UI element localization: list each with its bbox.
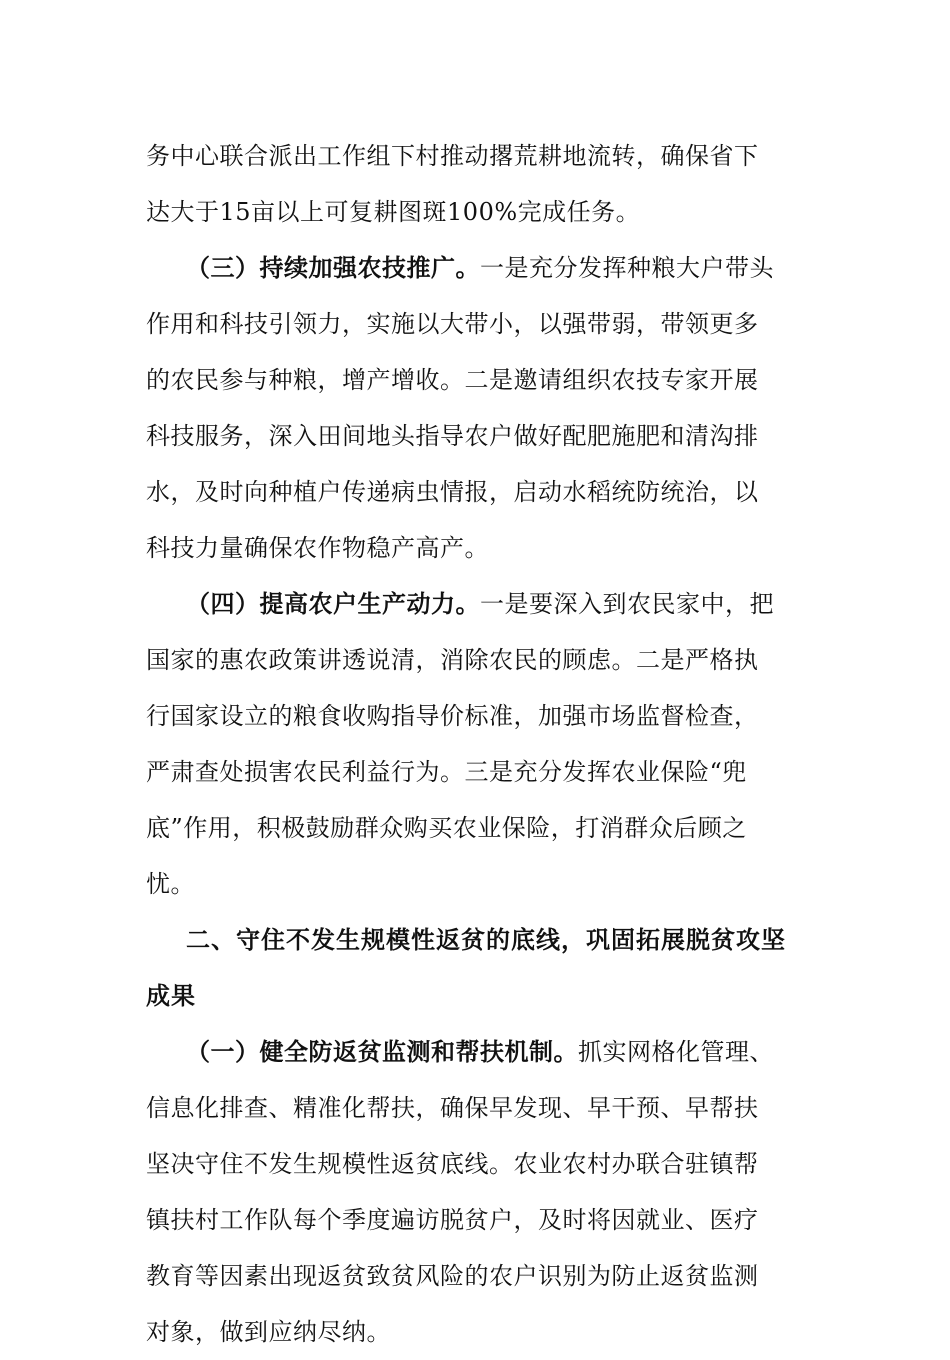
paragraph-lead: （一）健全防返贫监测和帮扶机制。	[186, 1037, 578, 1066]
text-line: 信息化排查、精准化帮扶，确保早发现、早干预、早帮扶	[146, 1094, 759, 1122]
text-line: 务中心联合派出工作组下村推动撂荒耕地流转，确保省下	[146, 142, 759, 170]
section-heading-continued: 成果	[146, 981, 196, 1010]
text-line: 国家的惠农政策讲透说清，消除农民的顾虑。二是严格执	[146, 646, 759, 674]
text-line: 水，及时向种植户传递病虫情报，启动水稻统防统治，以	[146, 478, 759, 506]
text-line: 作用和科技引领力，实施以大带小，以强带弱，带领更多	[146, 310, 759, 338]
text-line: 坚决守住不发生规模性返贫底线。农业农村办联合驻镇帮	[146, 1150, 759, 1178]
text-line: 科技力量确保农作物稳产高产。	[146, 534, 489, 562]
paragraph-lead: （四）提高农户生产动力。	[186, 589, 480, 618]
paragraph-first-line	[146, 1024, 806, 1080]
text-line: 镇扶村工作队每个季度遍访脱贫户，及时将因就业、医疗	[146, 1206, 759, 1234]
text-line: 行国家设立的粮食收购指导价标准，加强市场监督检查，	[146, 702, 759, 730]
paragraph-lead: （三）持续加强农技推广。	[186, 253, 480, 282]
text-line: 教育等因素出现返贫致贫风险的农户识别为防止返贫监测	[146, 1262, 759, 1290]
paragraph-first-line	[146, 240, 806, 296]
text-line: 达大于15亩以上可复耕图斑100%完成任务。	[146, 198, 641, 226]
text-line: 对象，做到应纳尽纳。	[146, 1318, 391, 1346]
text-run: 一是要深入到农民家中，把	[480, 590, 774, 618]
document-body	[146, 128, 806, 1360]
section-heading: 二、守住不发生规模性返贫的底线，巩固拓展脱贫攻坚	[186, 925, 786, 954]
text-line: 科技服务，深入田间地头指导农户做好配肥施肥和清沟排	[146, 422, 759, 450]
text-line: 底”作用，积极鼓励群众购买农业保险，打消群众后顾之	[146, 814, 747, 842]
text-line: 严肃查处损害农民利益行为。三是充分发挥农业保险“兜	[146, 758, 747, 786]
paragraph-first-line	[146, 576, 806, 632]
text-line: 忧。	[146, 870, 195, 898]
text-line: 的农民参与种粮，增产增收。二是邀请组织农技专家开展	[146, 366, 759, 394]
text-run: 一是充分发挥种粮大户带头	[480, 254, 774, 282]
text-run: 抓实网格化管理、	[578, 1038, 774, 1066]
